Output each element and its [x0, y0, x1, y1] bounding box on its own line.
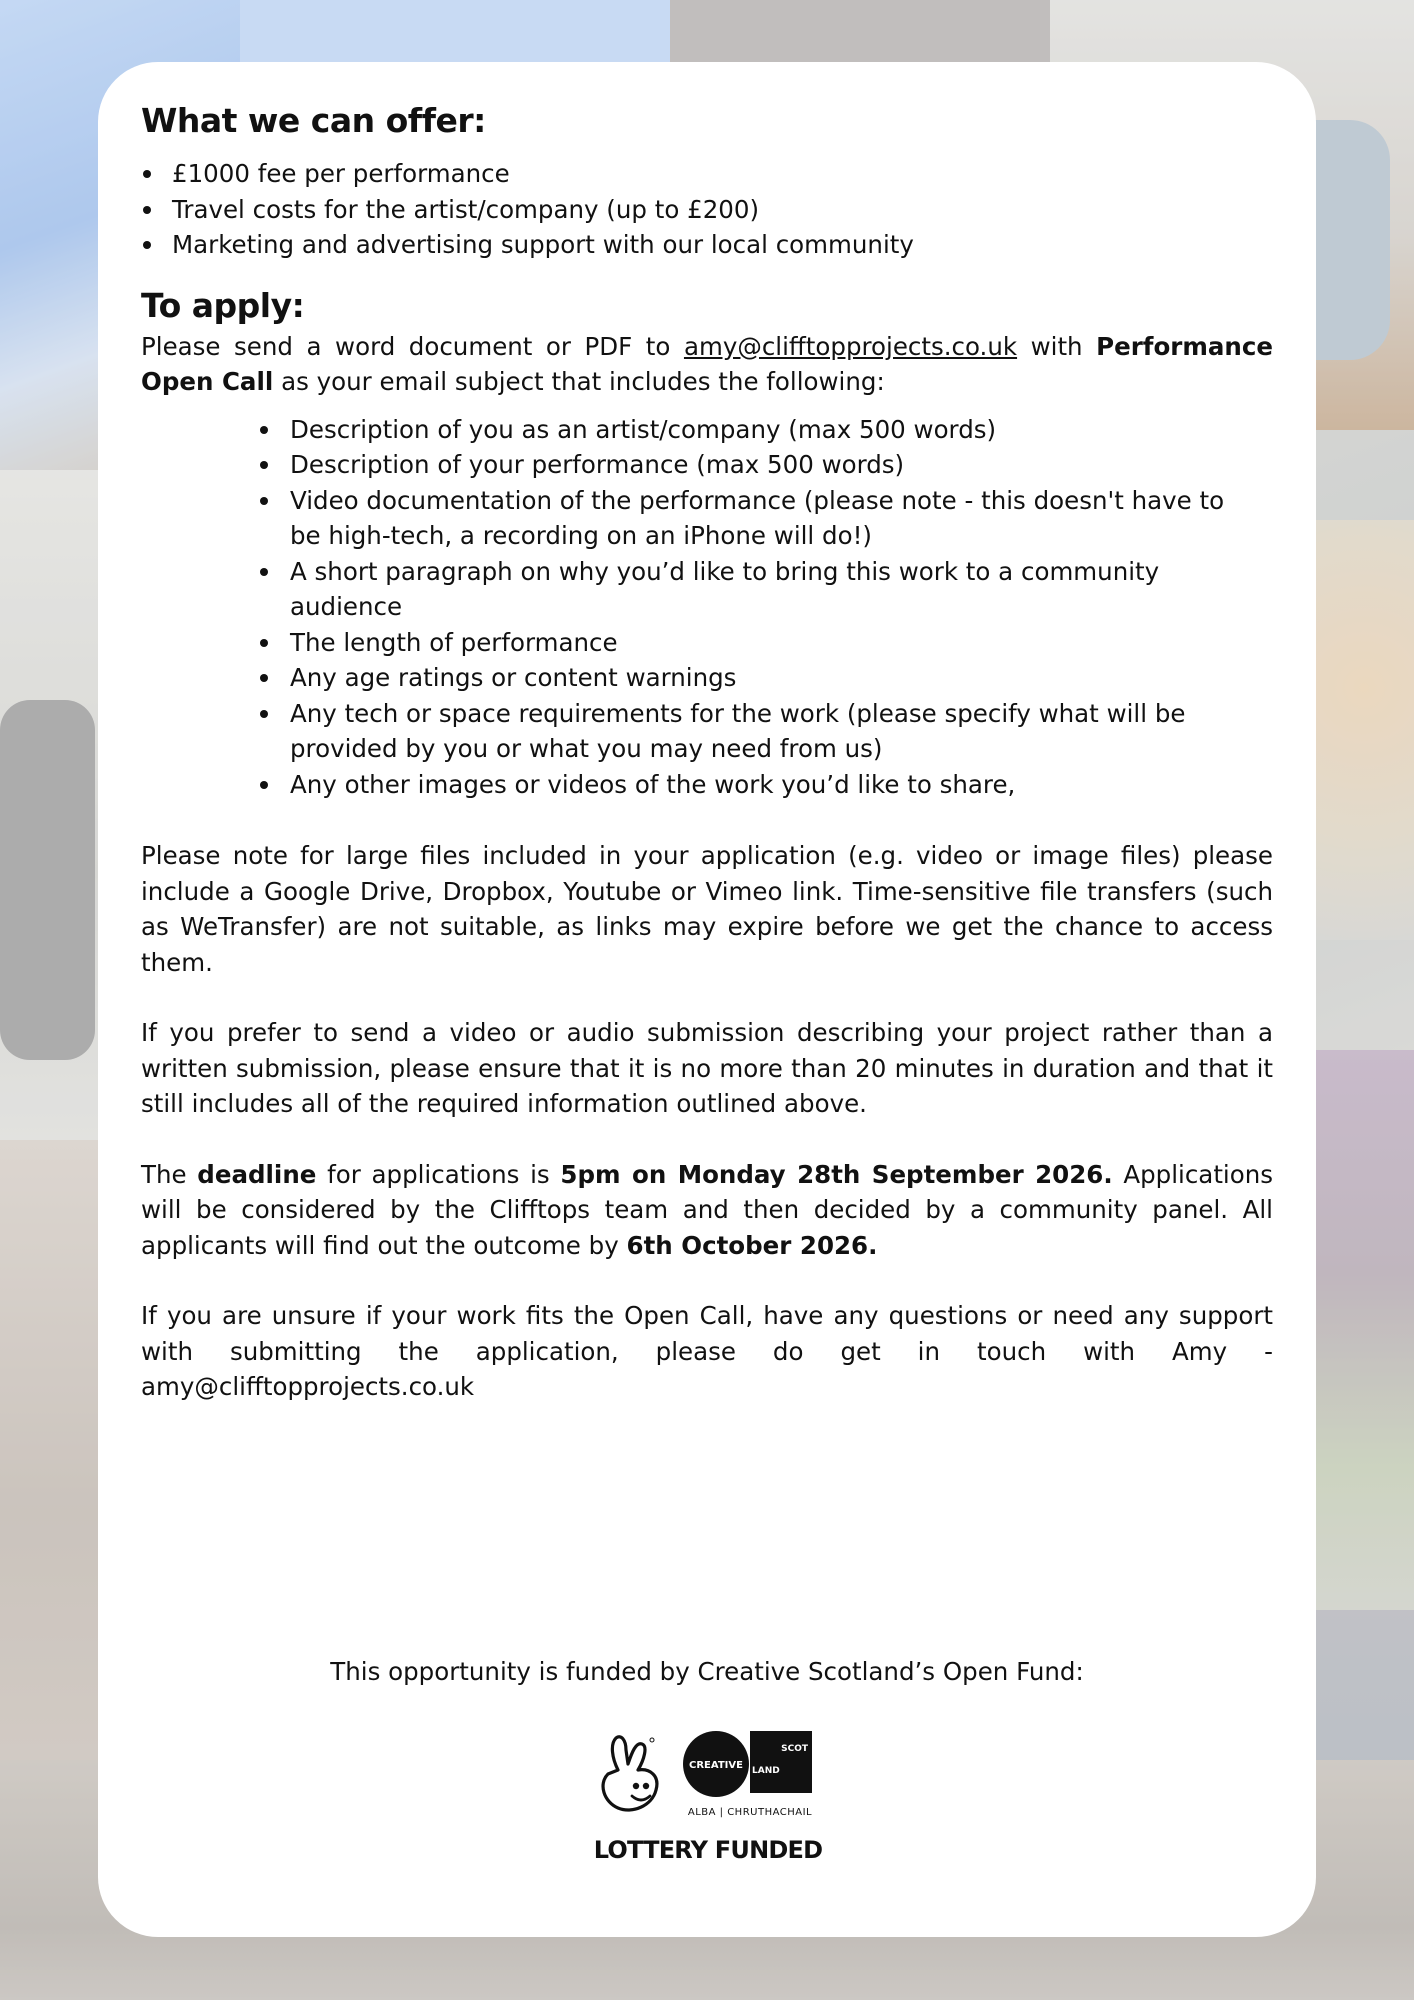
offer-item: £1000 fee per performance [141, 156, 1273, 192]
deadline-word: deadline [197, 1159, 317, 1189]
requirement-item: Any tech or space requirements for the work (please specify what will be provided by you or what you may need from us) [258, 696, 1238, 767]
content-card [98, 62, 1316, 1937]
requirement-item: The length of performance [258, 625, 1238, 661]
offer-list [141, 156, 1273, 263]
funder-logos [588, 1730, 838, 1820]
deadline-paragraph: The deadline for applications is 5pm on Monday 28th September 2026. Applications will be considered by the Clifftops team and then decided by a community panel. All applicants will find out the outcome by 6th October 2026. [141, 1159, 1274, 1260]
requirement-item: Any age ratings or content warnings [258, 660, 1238, 696]
outcome-date: 6th October 2026. [626, 1230, 878, 1260]
video-submission-note: If you prefer to send a video or audio submission describing your project rather than a written submission, please ensure that it is no more than 20 minutes in duration and that it still includes all of the required information outlined above. [141, 1018, 1273, 1118]
svg-text:ALBA | CHRUTHACHAIL: ALBA | CHRUTHACHAIL [687, 1807, 813, 1818]
offer-item: Marketing and advertising support with our local community [141, 227, 1273, 263]
svg-text:SCOT: SCOT [781, 1744, 808, 1754]
lottery-crossed-fingers-icon [603, 1737, 657, 1810]
card-content [141, 98, 1273, 1405]
contact-paragraph: If you are unsure if your work fits the Open Call, have any questions or need any support with submitting the application, please do get in touch with Amy - amy@clifftopprojects.co.uk [141, 1301, 1273, 1401]
requirement-item: Description of you as an artist/company (max 500 words) [258, 412, 1238, 448]
email-subject: Performance Open Call [141, 331, 1274, 396]
offer-item: Travel costs for the artist/company (up to £200) [141, 192, 1273, 228]
lottery-funded-wordmark: LOTTERY FUNDED [593, 1836, 823, 1864]
large-files-note: Please note for large files included in your application (e.g. video or image files) please include a Google Drive, Dropbox, Youtube or Vimeo link. Time-sensitive file transfers (such as WeTransfer) are not suitable, as links may expire before we get the chance to access them. [141, 841, 1273, 977]
requirement-item: Video documentation of the performance (please note - this doesn't have to be high-tech, a recording on an iPhone will do!) [258, 483, 1238, 554]
email-link[interactable]: amy@clifftopprojects.co.uk [683, 331, 1018, 361]
requirements-list [258, 412, 1238, 803]
funding-statement: This opportunity is funded by Creative Scotland’s Open Fund: [330, 1657, 1084, 1686]
apply-intro: Please send a word document or PDF to amy@clifftopprojects.co.uk with Performance Open Call as your email subject that includes the following: [141, 331, 1274, 396]
deadline-date: 5pm on Monday 28th September 2026. [560, 1159, 1113, 1189]
requirement-item: Description of your performance (max 500 words) [258, 447, 1238, 483]
svg-text:CREATIVE: CREATIVE [689, 1760, 743, 1771]
creative-scotland-logo [683, 1731, 812, 1818]
apply-heading: To apply: [141, 285, 305, 325]
requirement-item: A short paragraph on why you’d like to bring this work to a community audience [258, 554, 1238, 625]
offer-heading: What we can offer: [141, 101, 486, 140]
svg-text:LAND: LAND [752, 1766, 780, 1776]
requirement-item: Any other images or videos of the work you’d like to share, [258, 767, 1238, 803]
